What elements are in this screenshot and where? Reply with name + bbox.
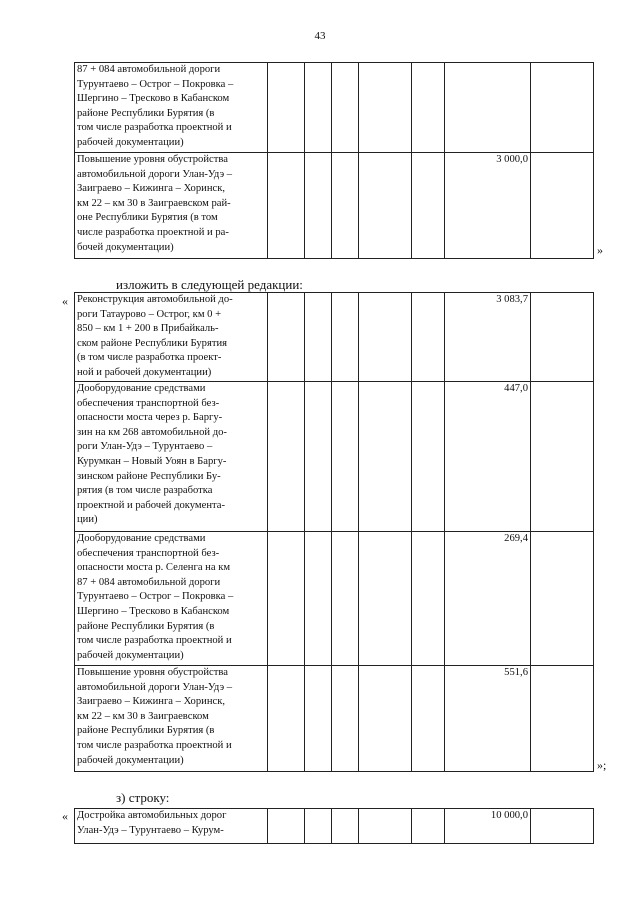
section-heading-row: з) строку: — [116, 790, 170, 805]
table-row — [75, 153, 594, 259]
empty-cell — [531, 293, 594, 382]
empty-cell — [305, 153, 332, 259]
description-line: проектной и рабочей документа- — [77, 499, 225, 511]
description-line: районе Республики Бурятия (в — [77, 725, 215, 737]
description-line: районе Республики Бурятия (в — [77, 620, 215, 632]
description-line: рабочей документации) — [77, 754, 184, 766]
empty-cell — [531, 532, 594, 666]
empty-cell — [332, 153, 359, 259]
empty-cell — [332, 532, 359, 666]
description-line: Шергино – Тресково в Кабанском — [77, 605, 230, 617]
page-number: 43 — [314, 30, 326, 42]
empty-cell — [359, 293, 412, 382]
table-new-edition — [74, 292, 594, 772]
empty-cell — [412, 382, 445, 532]
empty-cell — [305, 809, 332, 844]
description-line: Дооборудование средствами — [77, 533, 206, 544]
row-amount — [445, 63, 531, 153]
empty-cell — [332, 382, 359, 532]
row-amount: 447,0 — [445, 382, 531, 532]
description-line: опасности моста через р. Баргу- — [77, 412, 223, 424]
empty-cell — [332, 809, 359, 844]
empty-cell — [268, 153, 305, 259]
closing-quote-2: »; — [597, 758, 607, 772]
description-line: рабочей документации) — [77, 136, 184, 148]
description-line: зин на км 268 автомобильной до- — [77, 426, 227, 438]
empty-cell — [305, 532, 332, 666]
empty-cell — [332, 666, 359, 772]
empty-cell — [412, 809, 445, 844]
empty-cell — [332, 293, 359, 382]
empty-cell — [332, 63, 359, 153]
empty-cell — [359, 63, 412, 153]
row-amount: 3 083,7 — [445, 293, 531, 382]
empty-cell — [531, 382, 594, 532]
description-line: автомобильной дороги Улан-Удэ – — [77, 168, 233, 180]
closing-quote-1: » — [597, 243, 603, 257]
row-amount: 269,4 — [445, 532, 531, 666]
empty-cell — [412, 293, 445, 382]
empty-cell — [268, 532, 305, 666]
description-line: том числе разработка проектной и — [77, 635, 232, 647]
description-line: обеспечения транспортной без- — [77, 397, 220, 409]
description-line: рятия (в том числе разработка — [77, 485, 213, 497]
row-description — [75, 666, 268, 772]
table-row — [75, 532, 594, 666]
empty-cell — [359, 153, 412, 259]
description-line: Достройка автомобильных дорог — [77, 810, 227, 821]
empty-cell — [531, 809, 594, 844]
row-description — [75, 63, 268, 153]
empty-cell — [412, 532, 445, 666]
empty-cell — [359, 382, 412, 532]
table-row — [75, 293, 594, 382]
empty-cell — [412, 153, 445, 259]
section-heading-edition: изложить в следующей редакции: — [116, 277, 303, 292]
description-line: Улан-Удэ – Турунтаево – Курум- — [77, 824, 224, 836]
description-line: том числе разработка проектной и — [77, 739, 232, 751]
empty-cell — [268, 382, 305, 532]
table-row — [75, 666, 594, 772]
description-line: роги Улан-Удэ – Турунтаево – — [77, 441, 213, 453]
description-line: км 22 – км 30 в Заиграевском рай- — [77, 197, 231, 209]
empty-cell — [359, 532, 412, 666]
description-line: рабочей документации) — [77, 649, 184, 661]
description-line: районе Республики Бурятия (в — [77, 107, 215, 119]
description-line: ском районе Республики Бурятия — [77, 337, 227, 349]
empty-cell — [531, 63, 594, 153]
empty-cell — [531, 666, 594, 772]
row-description — [75, 382, 268, 532]
table-continuation — [74, 62, 594, 259]
description-line: Турунтаево – Острог – Покровка – — [77, 78, 234, 90]
row-amount: 551,6 — [445, 666, 531, 772]
description-line: ной и рабочей документации) — [77, 366, 212, 378]
description-line: обеспечения транспортной без- — [77, 547, 220, 559]
empty-cell — [359, 666, 412, 772]
description-line: км 22 – км 30 в Заиграевском — [77, 710, 209, 722]
description-line: Заиграево – Кижинга – Хоринск, — [77, 183, 225, 195]
empty-cell — [268, 809, 305, 844]
description-line: 87 + 084 автомобильной дороги — [77, 64, 221, 75]
empty-cell — [412, 63, 445, 153]
empty-cell — [268, 63, 305, 153]
description-line: 87 + 084 автомобильной дороги — [77, 576, 221, 588]
empty-cell — [305, 293, 332, 382]
empty-cell — [305, 666, 332, 772]
table-row — [75, 382, 594, 532]
empty-cell — [305, 63, 332, 153]
table-row-z — [74, 808, 594, 844]
row-description — [75, 532, 268, 666]
description-line: (в том числе разработка проект- — [77, 352, 222, 364]
description-line: оне Республики Бурятия (в том — [77, 212, 218, 224]
description-line: Турунтаево – Острог – Покровка – — [77, 591, 234, 603]
description-line: бочей документации) — [77, 241, 174, 253]
table-row — [75, 63, 594, 153]
description-line: Шергино – Тресково в Кабанском — [77, 93, 230, 105]
empty-cell — [412, 666, 445, 772]
description-line: 850 – км 1 + 200 в Прибайкаль- — [77, 323, 219, 335]
row-description — [75, 293, 268, 382]
empty-cell — [305, 382, 332, 532]
description-line: Повышение уровня обустройства — [77, 667, 228, 678]
empty-cell — [359, 809, 412, 844]
description-line: том числе разработка проектной и — [77, 122, 232, 134]
row-amount: 10 000,0 — [445, 809, 531, 844]
description-line: Курумкан – Новый Уоян в Баргу- — [77, 455, 227, 467]
description-line: Повышение уровня обустройства — [77, 154, 228, 165]
row-description — [75, 153, 268, 259]
table-row — [75, 809, 594, 844]
row-description — [75, 809, 268, 844]
description-line: Заиграево – Кижинга – Хоринск, — [77, 696, 225, 708]
description-line: опасности моста р. Селенга на км — [77, 562, 231, 574]
description-line: Реконструкция автомобильной до- — [77, 294, 233, 305]
opening-quote-2: « — [62, 294, 68, 308]
description-line: автомобильной дороги Улан-Удэ – — [77, 681, 233, 693]
description-line: числе разработка проектной и ра- — [77, 226, 229, 238]
empty-cell — [268, 666, 305, 772]
description-line: роги Татаурово – Острог, км 0 + — [77, 308, 222, 320]
empty-cell — [268, 293, 305, 382]
description-line: Дооборудование средствами — [77, 383, 206, 394]
empty-cell — [531, 153, 594, 259]
description-line: зинском районе Республики Бу- — [77, 470, 221, 482]
row-amount: 3 000,0 — [445, 153, 531, 259]
description-line: ции) — [77, 514, 98, 526]
opening-quote-3: « — [62, 809, 68, 823]
